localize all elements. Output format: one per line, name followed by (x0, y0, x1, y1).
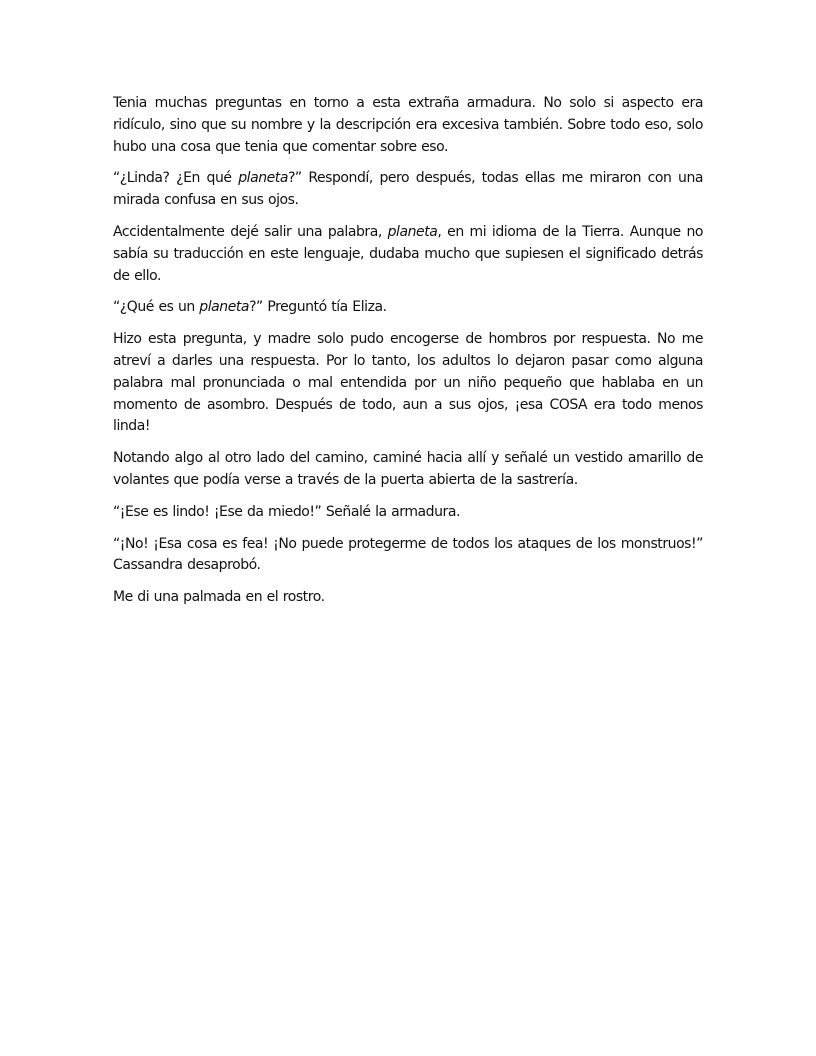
italic-word: planeta (199, 299, 250, 316)
paragraph-5 (113, 329, 703, 438)
text-run: Tenia muchas preguntas en torno a esta extraña armadura. No solo si aspecto era ridículo, sino que su nombre y la descripción era excesiva también. Sobre todo eso, solo hubo una cosa que tenia que comentar sobre eso. (113, 95, 703, 155)
text-run: Me di una palmada en el rostro. (113, 589, 325, 606)
text-run: ?” Preguntó tía Eliza. (249, 299, 387, 316)
paragraph-9 (113, 587, 703, 609)
text-run: Accidentalmente dejé salir una palabra, (113, 223, 388, 240)
text-run: Hizo esta pregunta, y madre solo pudo encogerse de hombros por respuesta. No me atreví a darles una respuesta. Por lo tanto, los adultos lo dejaron pasar como alguna palabra mal pronunciada o mal entendida por un niño pequeño que hablaba en un momento de asombro. Después de todo, aun a sus ojos, ¡esa COSA era todo menos linda! (113, 331, 703, 435)
paragraph-1 (113, 93, 703, 158)
paragraph-7 (113, 502, 703, 524)
text-run: ?” Respondí, pero después, todas ellas me miraron con una mirada confusa en sus ojos. (113, 170, 703, 209)
document-page (113, 93, 703, 619)
text-run: “¿Qué es un (113, 299, 200, 316)
text-run: “¡No! ¡Esa cosa es fea! ¡No puede protegerme de todos los ataques de los monstruos!” Cassandra desaprobó. (113, 535, 703, 574)
italic-word: planeta (238, 170, 288, 187)
text-run: , en mi idioma de la Tierra. Aunque no sabía su traducción en este lenguaje, dudaba mucho que supiesen el significado detrás de ello. (113, 223, 703, 284)
paragraph-3 (113, 222, 703, 287)
paragraph-8 (113, 534, 703, 578)
text-run: Notando algo al otro lado del camino, caminé hacia allí y señalé un vestido amarillo de volantes que podía verse a través de la puerta abierta de la sastrería. (113, 450, 703, 488)
paragraph-4 (113, 297, 703, 319)
paragraph-6 (113, 448, 703, 492)
italic-word: planeta (387, 223, 438, 240)
text-run: “¿Linda? ¿En qué (113, 170, 239, 187)
paragraph-2 (113, 168, 703, 212)
text-run: “¡Ese es lindo! ¡Ese da miedo!” Señalé la armadura. (113, 503, 460, 520)
